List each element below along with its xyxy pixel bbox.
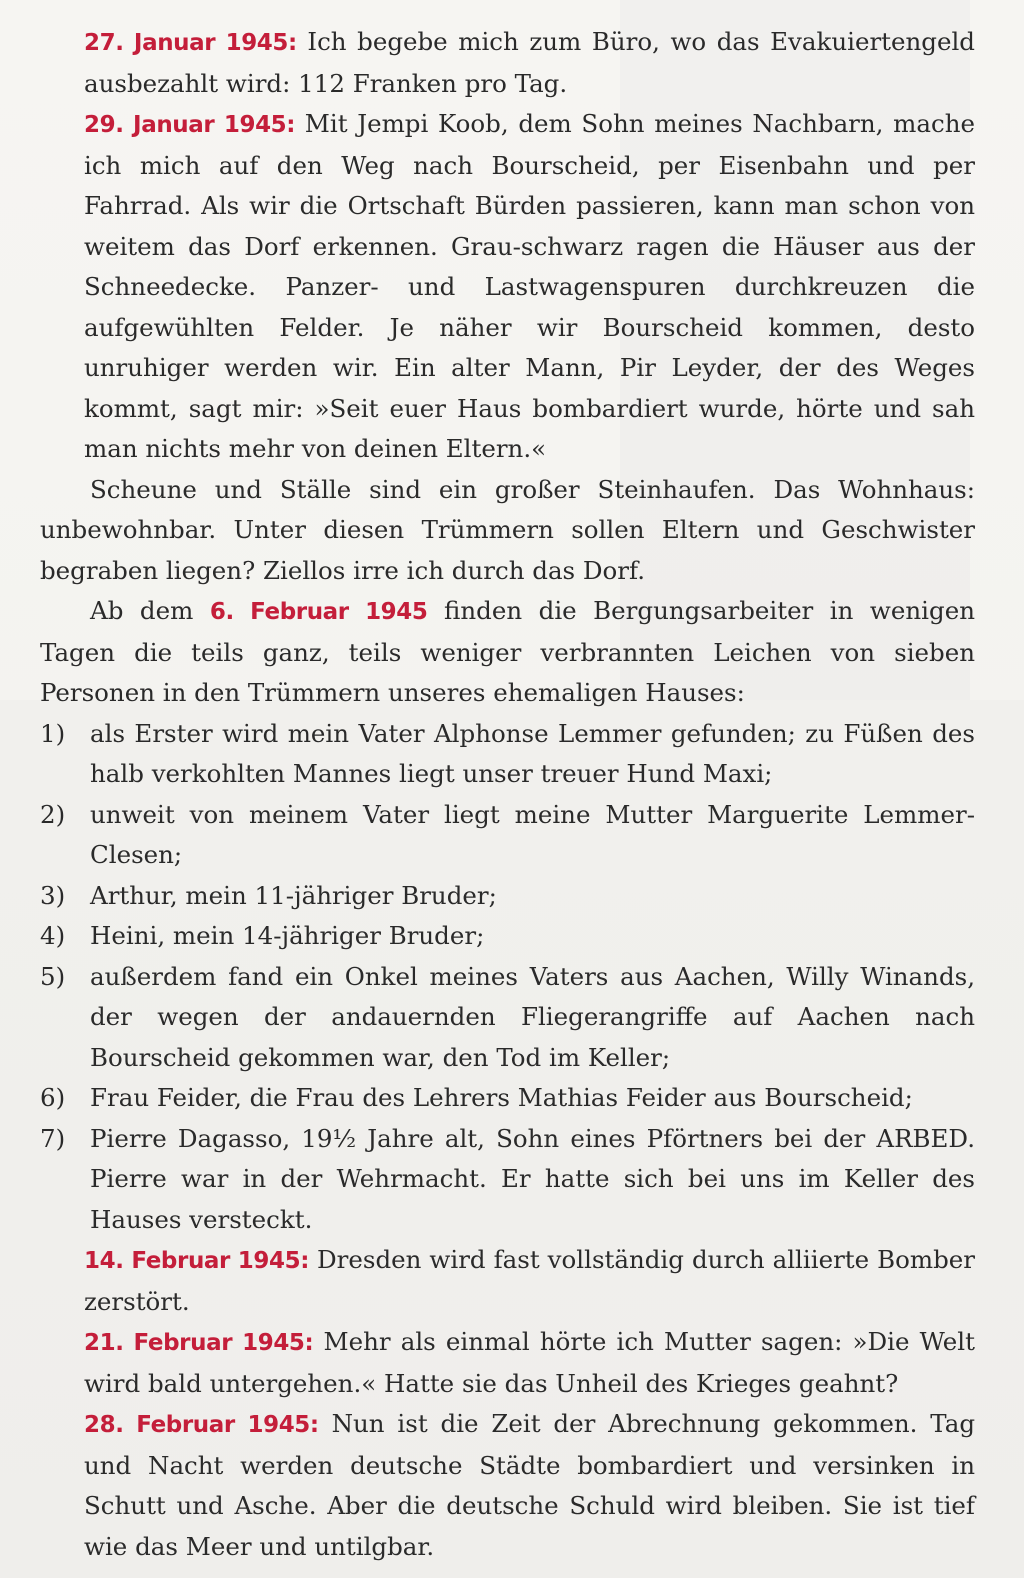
entry-date: 28. Februar 1945: [84,1412,319,1438]
entry-text: Mit Jempi Koob, dem Sohn meines Nachbarn, mache ich mich auf den Weg nach Bourscheid, per Eisenbahn und per Fahrrad. Als wir die Ortschaft Bürden passieren, kann man schon von weitem das Dorf erkennen. Grau-schwarz ragen die Häuser aus der Schneedecke. Panzer- und Lastwagenspuren durchkreuzen die aufgewühlten Felder. Je näher wir Bourscheid kommen, desto unruhiger werden wir. Ein alter Mann, Pir Leyder, der des Weges kommt, sagt mir: »Seit euer Haus bombardiert wurde, hörte und sah man nichts mehr von deinen Eltern.« [84,109,975,463]
list-item [40,1119,975,1241]
list-text: Pierre Dagasso, 19½ Jahre alt, Sohn eines Pförtners bei der ARBED. Pierre war in der Wehrmacht. Er hatte sich bei uns im Keller des Hauses versteckt. [90,1123,975,1234]
list-number: 4) [40,921,66,950]
entry-date: 29. Januar 1945: [84,112,296,138]
entry-text: Nun ist die Zeit der Abrechnung gekommen. Tag und Nacht werden deutsche Städte bombardiert und versinken in Schutt und Asche. Aber die deutsche Schuld wird bleiben. Sie ist tief wie das Meer und untilgbar. [84,1409,976,1561]
list-item [40,795,975,876]
entry-text: Ich begebe mich zum Büro, wo das Evakuiertengeld ausbezahlt wird: 112 Franken pro Tag. [84,27,975,98]
list-item [40,714,975,795]
list-item [40,876,975,917]
list-text: Arthur, mein 11-jähriger Bruder; [90,880,497,910]
list-number: 3) [40,880,66,910]
list-number: 7) [40,1123,66,1153]
page-text [40,22,975,1567]
list-text: als Erster wird mein Vater Alphonse Lemmer gefunden; zu Füßen des halb verkohlten Mannes liegt unser treuer Hund Maxi; [90,718,975,788]
entry-29-januar [40,104,975,470]
entry-date: 14. Februar 1945: [84,1248,310,1274]
entry-date: 21. Februar 1945: [84,1330,314,1356]
list-text: Heini, mein 14-jähriger Bruder; [90,921,485,950]
list-item [40,957,975,1079]
entry-14-februar [40,1240,975,1322]
entry-21-februar [40,1322,975,1404]
list-item [40,916,975,957]
list-text: unweit von meinem Vater liegt meine Mutter Marguerite Lemmer-Clesen; [90,799,975,869]
entry-text: Mehr als einmal hörte ich Mutter sagen: »Die Welt wird bald untergehen.« Hatte sie das Unheil des Krieges geahnt? [84,1327,975,1398]
entry-date: 27. Januar 1945: [84,30,297,56]
paragraph-text: Scheune und Ställe sind ein großer Steinhaufen. Das Wohnhaus: unbewohnbar. Unter diesen Trümmern sollen Eltern und Geschwister begraben liegen? Ziellos irre ich durch das Dorf. [40,474,975,585]
list-text: Frau Feider, die Frau des Lehrers Mathias Feider aus Bourscheid; [90,1083,913,1112]
list-number: 6) [40,1083,66,1112]
list-number: 1) [40,718,66,748]
entry-text: Dresden wird fast vollständig durch alliierte Bomber zerstört. [84,1245,975,1316]
list-number: 2) [40,799,66,829]
paragraph-text: finden die Bergungsarbeiter in wenigen Tagen die teils ganz, teils weniger verbrannten Leichen von sieben Personen in den Trümmern unseres ehemaligen Hauses: [40,596,975,707]
entry-28-februar [40,1404,975,1567]
list-number: 5) [40,961,66,991]
list-text: außerdem fand ein Onkel meines Vaters aus Aachen, Willy Winands, der wegen der andauernden Fliegerangriffe auf Aachen nach Bourscheid gekommen war, den Tod im Keller; [90,961,975,1072]
victims-list [40,714,975,1241]
paragraph-scheune [40,470,975,592]
entry-date: 6. Februar 1945 [209,599,428,625]
paragraph-prefix: Ab dem [90,596,194,625]
paragraph-6-februar [40,591,975,714]
list-item [40,1078,975,1119]
entry-27-januar [40,22,975,104]
